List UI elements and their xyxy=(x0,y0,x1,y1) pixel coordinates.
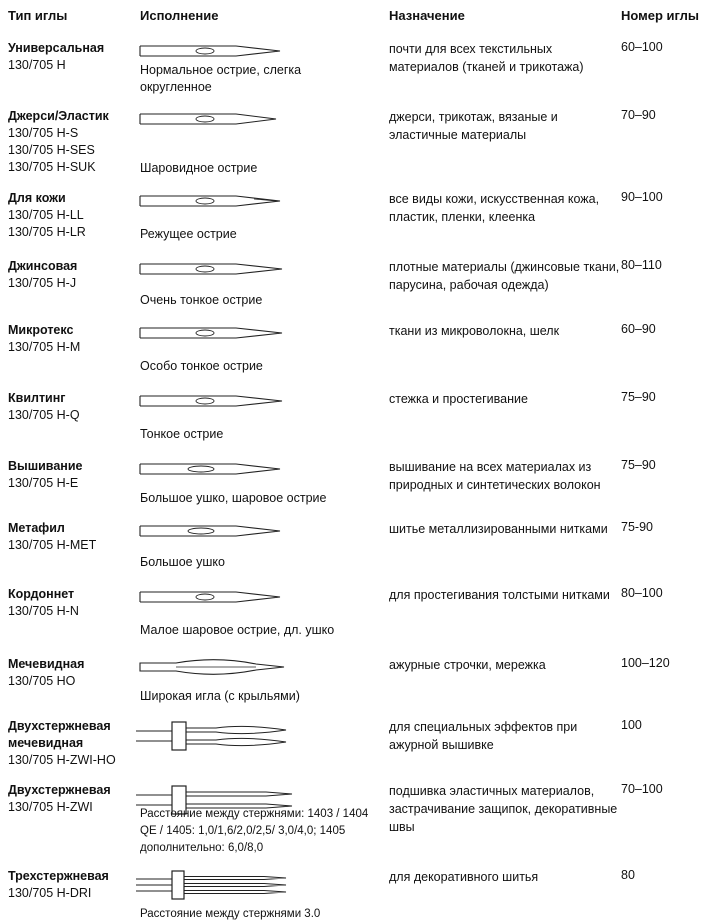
needle-drawing xyxy=(136,258,286,280)
needle-code: 130/705 HO xyxy=(8,674,76,688)
needle-size: 90–100 xyxy=(621,190,663,204)
needle-caption: Малое шаровое острие, дл. ушко xyxy=(140,623,335,637)
needle-drawing xyxy=(136,190,286,212)
needle-type xyxy=(8,108,109,176)
needle-code: 130/705 H-J xyxy=(8,276,77,290)
needle-purpose: стежка и простегивание xyxy=(389,392,528,406)
needle-drawing xyxy=(136,322,286,344)
needle-caption: Шаровидное острие xyxy=(140,161,258,175)
needle-illustration xyxy=(136,190,286,217)
needle-type xyxy=(8,458,82,492)
needle-code: 130/705 H-LR xyxy=(8,225,86,239)
needle-code: 130/705 H-DRI xyxy=(8,886,92,900)
needle-drawing xyxy=(136,390,286,412)
needle-code: 130/705 H-SES xyxy=(8,143,95,157)
needle-code: 130/705 H-LL xyxy=(8,208,84,222)
needle-illustration xyxy=(136,586,286,613)
needle-illustration xyxy=(136,868,306,909)
needle-code: 130/705 H-N xyxy=(8,604,79,618)
needle-illustration xyxy=(136,520,286,547)
needle-size: 80–110 xyxy=(621,258,662,272)
needle-code: 130/705 H-ZWI xyxy=(8,800,93,814)
needle-type xyxy=(8,322,80,356)
needle-size: 100 xyxy=(621,718,642,732)
needle-type xyxy=(8,586,79,620)
needle-size: 100–120 xyxy=(621,656,670,670)
needle-drawing xyxy=(136,520,286,542)
needle-purpose: ткани из микроволокна, шелк xyxy=(389,324,560,338)
needle-purpose: для декоративного шитья xyxy=(389,870,539,884)
needle-name: Двухстержневая мечевидная xyxy=(8,719,111,750)
needle-code: 130/705 H-Q xyxy=(8,408,80,422)
needle-name: Универсальная xyxy=(8,41,105,55)
header-purpose: Назначение xyxy=(389,8,465,23)
needle-size: 80 xyxy=(621,868,635,882)
needle-drawing xyxy=(136,718,306,758)
needle-type xyxy=(8,718,128,769)
needle-type xyxy=(8,390,80,424)
needle-caption: Большое ушко, шаровое острие xyxy=(140,491,327,505)
needle-illustration xyxy=(136,258,286,285)
needle-caption: Широкая игла (с крыльями) xyxy=(140,689,300,703)
needle-code: 130/705 H xyxy=(8,58,66,72)
needle-name: Микротекс xyxy=(8,323,74,337)
needle-illustration xyxy=(136,656,286,683)
needle-name: Двухстержневая xyxy=(8,783,111,797)
needle-name: Мечевидная xyxy=(8,657,85,671)
needle-purpose: ажурные строчки, мережка xyxy=(389,658,546,672)
needle-name: Трехстержневая xyxy=(8,869,109,883)
needle-name: Метафил xyxy=(8,521,65,535)
needle-size: 60–90 xyxy=(621,322,656,336)
needle-code: 130/705 H-E xyxy=(8,476,79,490)
needle-illustration xyxy=(136,458,286,485)
needle-purpose: все виды кожи, искусственная кожа, пластик, пленки, клеенка xyxy=(389,192,600,224)
needle-name: Квилтинг xyxy=(8,391,66,405)
needle-name: Для кожи xyxy=(8,191,66,205)
needle-size: 75-90 xyxy=(621,520,653,534)
needle-purpose: вышивание на всех материалах из природных и синтетических волокон xyxy=(389,460,601,492)
needle-caption: Тонкое острие xyxy=(140,427,224,441)
needle-type xyxy=(8,868,109,902)
needle-purpose: подшивка эластичных материалов, застрачивание защипок, декоративные швы xyxy=(389,784,618,834)
needle-type xyxy=(8,782,111,816)
needle-type xyxy=(8,520,96,554)
needle-name: Кордоннет xyxy=(8,587,75,601)
needle-purpose: почти для всех текстильных материалов (тканей и трикотажа) xyxy=(389,42,584,74)
needle-caption: Особо тонкое острие xyxy=(140,359,263,373)
needle-size: 80–100 xyxy=(621,586,663,600)
needle-illustration xyxy=(136,718,306,763)
needle-illustration xyxy=(136,108,286,135)
needle-drawing xyxy=(136,108,286,130)
needle-type xyxy=(8,656,84,690)
needle-size: 70–100 xyxy=(621,782,663,796)
needle-code: 130/705 H-SUK xyxy=(8,160,96,174)
needle-caption: Режущее острие xyxy=(140,227,237,241)
needle-code: 130/705 H-S xyxy=(8,126,79,140)
needle-drawing xyxy=(136,40,286,62)
needle-illustration xyxy=(136,390,286,417)
needle-type xyxy=(8,190,86,241)
needle-caption: Расстояние между стержнями 3.0 xyxy=(140,908,321,920)
needle-size: 75–90 xyxy=(621,390,656,404)
needle-type xyxy=(8,258,77,292)
needle-size: 60–100 xyxy=(621,40,663,54)
needle-size: 75–90 xyxy=(621,458,656,472)
needle-caption: Расстояние между стержнями: 1403 / 1404 QE / 1405: 1,0/1,6/2,0/2,5/ 3,0/4,0; 1405 дополнительно: 6,0/8,0 xyxy=(140,808,369,854)
header-type: Тип иглы xyxy=(8,8,68,23)
needle-purpose: плотные материалы (джинсовые ткани, парусина, рабочая одежда) xyxy=(389,260,620,292)
needle-size: 70–90 xyxy=(621,108,656,122)
needle-caption: Нормальное острие, слегка округленное xyxy=(140,63,302,94)
needle-drawing xyxy=(136,458,286,480)
needle-caption: Большое ушко xyxy=(140,555,225,569)
needle-code: 130/705 H-M xyxy=(8,340,81,354)
needle-name: Джинсовая xyxy=(8,259,78,273)
needle-code: 130/705 H-MET xyxy=(8,538,97,552)
needle-drawing xyxy=(136,656,286,678)
needle-code: 130/705 H-ZWI-HO xyxy=(8,753,116,767)
needle-purpose: шитье металлизированными нитками xyxy=(389,522,608,536)
needle-type xyxy=(8,40,104,74)
needle-illustration xyxy=(136,322,286,349)
needle-caption: Очень тонкое острие xyxy=(140,293,263,307)
header-design: Исполнение xyxy=(140,8,219,23)
needle-purpose: джерси, трикотаж, вязаные и эластичные материалы xyxy=(389,110,558,142)
needle-name: Джерси/Эластик xyxy=(8,109,109,123)
needle-purpose: для простегивания толстыми нитками xyxy=(389,588,610,602)
needle-drawing xyxy=(136,586,286,608)
needle-drawing xyxy=(136,868,306,904)
needle-name: Вышивание xyxy=(8,459,83,473)
needle-purpose: для специальных эффектов при ажурной вышивке xyxy=(389,720,578,752)
header-size: Номер иглы xyxy=(621,8,699,23)
